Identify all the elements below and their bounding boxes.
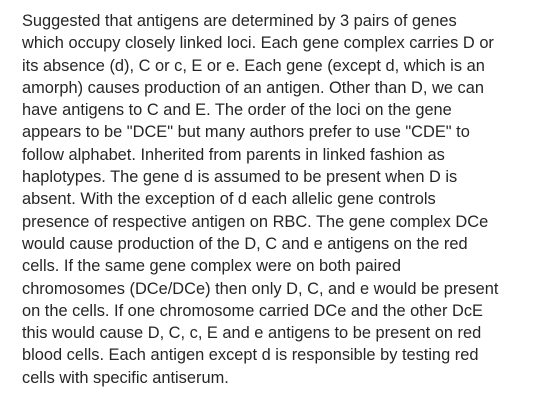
text-line: chromosomes (DCe/DCe) then only D, C, and e would be present	[22, 279, 499, 298]
text-line: amorph) causes production of an antigen. Other than D, we can	[22, 78, 484, 97]
text-line: which occupy closely linked loci. Each gene complex carries D or	[22, 34, 494, 53]
text-line: have antigens to C and E. The order of the loci on the gene	[22, 101, 452, 120]
body-paragraph	[22, 10, 550, 389]
text-line: on the cells. If one chromosome carried DCe and the other DcE	[22, 301, 483, 320]
text-line: appears to be "DCE" but many authors prefer to use "CDE" to	[22, 123, 470, 142]
text-line: Suggested that antigens are determined by 3 pairs of genes	[22, 12, 457, 30]
text-line: would cause production of the D, C and e antigens on the red	[22, 234, 468, 253]
text-line: its absence (d), C or c, E or e. Each gene (except d, which is an	[22, 56, 485, 75]
text-line: follow alphabet. Inherited from parents in linked fashion as	[22, 145, 445, 164]
text-line: cells. If the same gene complex were on both paired	[22, 257, 402, 276]
text-line: absent. With the exception of d each allelic gene controls	[22, 190, 436, 209]
text-line: cells with specific antiserum.	[22, 368, 229, 387]
text-line: haplotypes. The gene d is assumed to be present when D is	[22, 168, 458, 187]
text-line: blood cells. Each antigen except d is responsible by testing red	[22, 346, 479, 365]
text-line: presence of respective antigen on RBC. The gene complex DCe	[22, 212, 489, 231]
text-line: this would cause D, C, c, E and e antigens to be present on red	[22, 324, 482, 343]
